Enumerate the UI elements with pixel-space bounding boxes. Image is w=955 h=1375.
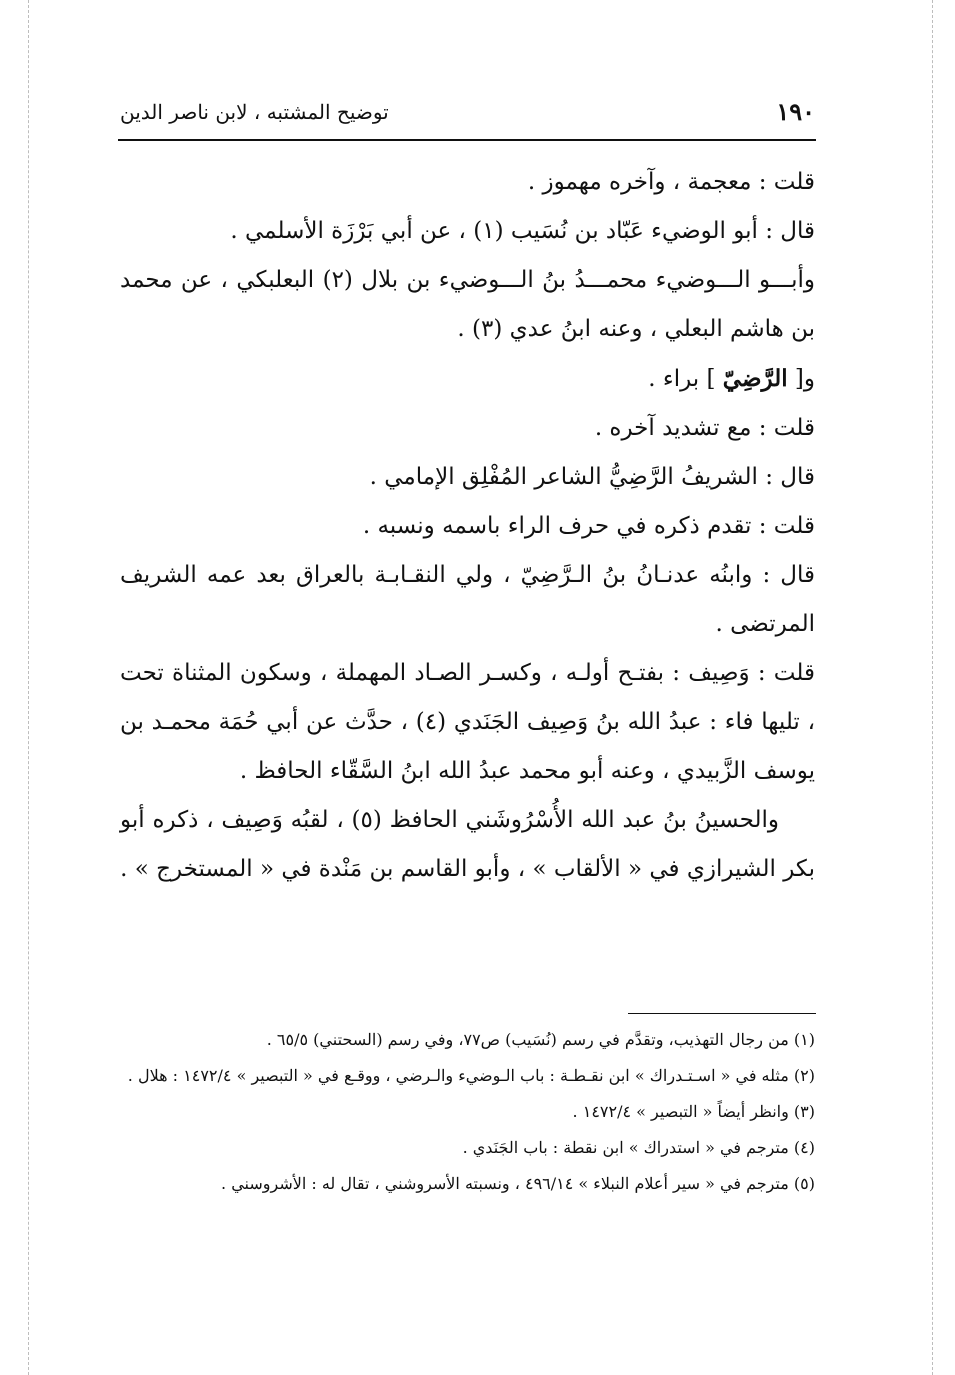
paragraph-2: قال : أبو الوضيء عَبّاد بن نُسَيب (١) ، عن أبي بَرْزَة الأسلمي . bbox=[230, 218, 815, 244]
paragraph-9: قلت : وَصِيف : بفتـح أولـه ، وكسـر الصـاد المهملة ، وسكون المثناة تحت ، تليها فاء : عبدُ الله بنُ وَصِيف الجَنَدي (٤) ، حدَّث عن أبي حُمَة محمـد بن يوسف الزَّبيدي ، وعنه أبو محمد عبدُ الله ابنُ السَّقّاء الحافظ . bbox=[120, 660, 815, 784]
paragraph-10: والحسينُ بنُ عبد الله الأُسْرُوشَني الحافظ (٥) ، لقبُه وَصِيف ، ذكره أبو بكر الشيرازي في « الألقاب » ، وأبو القاسم بن مَنْدة في « المستخرج » . bbox=[120, 807, 815, 882]
right-scan-edge bbox=[932, 0, 933, 1375]
paragraph-3: وأبـــو الـــوضيء محمـــدُ بنُ الـــوضيء بن بلال (٢) البعلبكي ، عن محمد بن هاشم البعلي ، وعنه ابنُ عدي (٣) . bbox=[120, 267, 815, 342]
paragraph-4-prefix: و[ bbox=[794, 366, 815, 392]
footnote-rule bbox=[628, 1013, 816, 1014]
paragraph-5: قلت : مع تشديد آخره . bbox=[594, 415, 815, 441]
page-number: ١٩٠ bbox=[776, 97, 815, 126]
paragraph-4 bbox=[120, 354, 815, 404]
footnote-5: (٥) مترجم في « سير أعلام النبلاء » ٤٩٦/١٤ ، ونسبته الأسروشني ، تقال له : الأشروسني . bbox=[221, 1174, 815, 1193]
footnote-4: (٤) مترجم في « استدراك » ابن نقطة : باب الجَنَدي . bbox=[462, 1138, 815, 1157]
footnote-3: (٣) وانظر أيضاً « التبصير » ١٤٧٢/٤ . bbox=[572, 1102, 815, 1121]
footnote-1: (١) من رجال التهذيب، وتقدَّم في رسم (نُسَيب) ص٧٧، وفي رسم (السحتني) ٦٥/٥ . bbox=[266, 1030, 815, 1049]
left-scan-edge bbox=[28, 0, 29, 1375]
paragraph-8: قال : وابنُه عدنـانُ بنُ الـرَّضِيّ ، ولي النقـابـة بالعراق بعد عمه الشريف المرتضى . bbox=[120, 562, 815, 637]
entry-keyword: الرَّضِيّ bbox=[722, 365, 788, 392]
page-header bbox=[120, 92, 815, 132]
paragraph-7: قلت : تقدم ذكره في حرف الراء باسمه ونسبه . bbox=[362, 513, 815, 539]
main-text bbox=[120, 158, 815, 894]
header-rule bbox=[118, 139, 816, 141]
paragraph-4-suffix: ] براء . bbox=[648, 366, 716, 392]
footnotes bbox=[120, 1022, 815, 1202]
footnote-2: (٢) مثله في « اسـتـدراك » ابن نقـطـة : باب الـوضيء والـرضي ، ووقـع في « التبصير » ١٤٧٢/٤ : هلال . bbox=[127, 1066, 815, 1085]
paragraph-1: قلت : معجمة ، وآخره مهموز . bbox=[527, 169, 815, 195]
paragraph-6: قال : الشريفُ الرَّضِيُّ الشاعر المُفْلِق الإمامي . bbox=[369, 464, 815, 490]
running-title: توضيح المشتبه ، لابن ناصر الدين bbox=[120, 100, 389, 124]
